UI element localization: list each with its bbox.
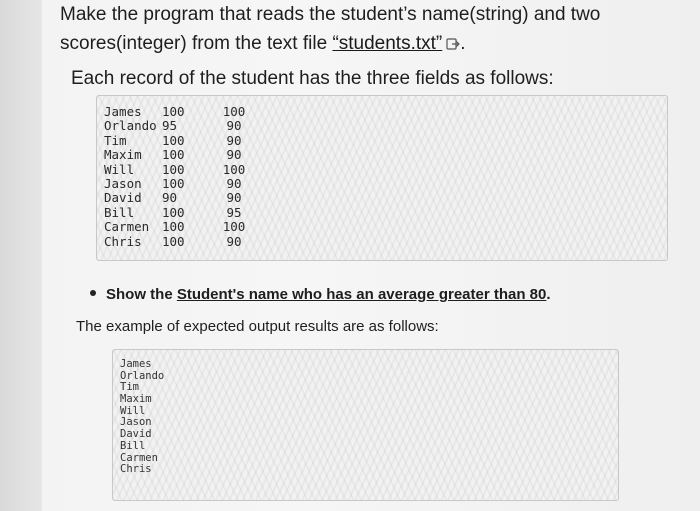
bullet-icon [90,290,96,296]
instruction-suffix: . [546,286,551,303]
record-row [104,177,264,191]
record-score1: 100 [162,161,185,177]
record-name: Carmen [104,219,150,235]
record-row [104,235,264,249]
output-name: Will [120,404,146,417]
output-name: Bill [120,439,146,452]
record-score2: 90 [226,190,242,206]
question-line-2-period: . [460,33,466,54]
record-score1: 100 [162,233,185,249]
output-name: Jason [120,416,152,429]
external-link-icon[interactable] [446,34,460,46]
record-name: Tim [104,132,127,148]
record-row [104,134,264,148]
output-name: James [120,358,152,370]
record-name: Chris [104,233,142,249]
record-row [104,206,264,220]
output-name: Tim [120,381,139,394]
record-score2: 90 [226,147,242,163]
record-row [104,105,264,119]
instruction-prefix: Show the [106,286,177,303]
record-score1: 100 [162,176,185,192]
record-name: David [104,190,142,206]
record-score1: 100 [162,132,185,148]
record-score2: 90 [226,176,242,192]
record-row [104,191,264,205]
record-score2: 100 [222,104,246,119]
output-name: David [120,428,152,441]
record-score2: 100 [222,219,246,235]
record-row [104,119,264,133]
record-score1: 100 [162,219,185,235]
question-line-2-text: scores(integer) from the text file [60,33,333,54]
question-line-2 [60,33,466,55]
record-score1: 100 [162,204,185,220]
instruction-underlined: Student's name who has an average greater than 80 [176,286,547,303]
record-name: Jason [104,176,142,192]
instruction-bullet [90,286,551,303]
records-table [104,105,264,249]
record-score1: 100 [162,147,185,163]
output-name: Orlando [120,369,165,382]
record-score1: 95 [162,118,178,134]
question-line-1: Make the program that reads the student’s name(string) and two [60,4,601,25]
expected-output-box [112,349,619,501]
record-score1: 90 [162,190,178,206]
record-row [104,220,264,234]
record-name: Orlando [104,118,157,134]
record-score1: 100 [162,104,185,119]
record-name: James [104,104,142,119]
expected-output-label: The example of expected output results are as follows: [76,318,439,335]
output-name: Maxim [120,393,152,406]
record-score2: 95 [226,204,242,220]
students-file-link[interactable]: “students.txt” [332,33,443,54]
record-name: Maxim [104,147,142,163]
output-name: Chris [120,463,152,476]
record-name: Bill [104,204,135,220]
output-name: Carmen [120,451,158,464]
records-intro: Each record of the student has the three fields as follows: [71,68,554,89]
record-score2: 90 [226,118,242,134]
record-row [104,163,264,177]
page-left-edge [0,0,42,511]
record-score2: 100 [222,161,246,177]
record-row [104,148,264,162]
record-name: Will [104,161,135,177]
record-score2: 90 [226,132,242,148]
record-score2: 90 [226,233,242,249]
expected-output-list [120,359,164,476]
